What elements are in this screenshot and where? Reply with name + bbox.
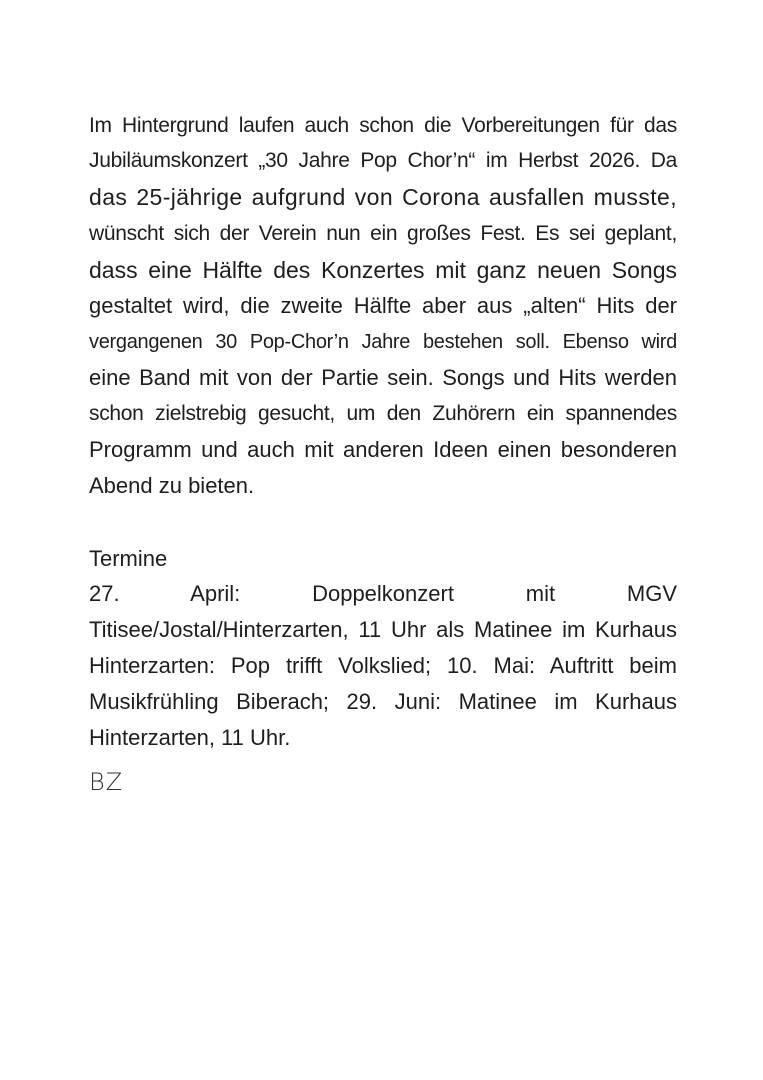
paragraph-line: Jubiläumskonzert „30 Jahre Pop Chor’n“ im Herbst 2026. Da: [89, 149, 677, 172]
paragraph-line: wünscht sich der Verein nun ein großes Fest. Es sei geplant,: [89, 222, 677, 245]
termine-line: Musikfrühling Biberach; 29. Juni: Matinee im Kurhaus: [89, 689, 677, 714]
paragraph-line: vergangenen 30 Pop-Chor’n Jahre bestehen soll. Ebenso wird: [89, 331, 677, 353]
termine-line: Hinterzarten, 11 Uhr.: [89, 725, 291, 750]
termine-line: Titisee/Jostal/Hinterzarten, 11 Uhr als Matinee im Kurhaus: [89, 617, 677, 642]
termine-line: 27. April: Doppelkonzert mit MGV: [89, 581, 677, 606]
paragraph-line: Programm und auch mit anderen Ideen einen besonderen: [89, 437, 677, 462]
paragraph-line: Im Hintergrund laufen auch schon die Vorbereitungen für das: [89, 114, 677, 137]
paragraph-line: gestaltet wird, die zweite Hälfte aber aus „alten“ Hits der: [89, 293, 677, 318]
paragraph-line: Abend zu bieten.: [89, 473, 255, 498]
termine-line: Hinterzarten: Pop trifft Volkslied; 10. Mai: Auftritt beim: [89, 653, 677, 678]
termine-heading: Termine: [89, 546, 168, 571]
paragraph-line: das 25-jährige aufgrund von Corona ausfallen musste,: [89, 184, 677, 210]
paragraph-line: schon zielstrebig gesucht, um den Zuhörern ein spannendes: [89, 402, 677, 425]
paragraph-line: dass eine Hälfte des Konzertes mit ganz neuen Songs: [89, 257, 677, 283]
author-signature: BZ: [89, 768, 124, 796]
paragraph-line: eine Band mit von der Partie sein. Songs und Hits werden: [89, 365, 677, 390]
